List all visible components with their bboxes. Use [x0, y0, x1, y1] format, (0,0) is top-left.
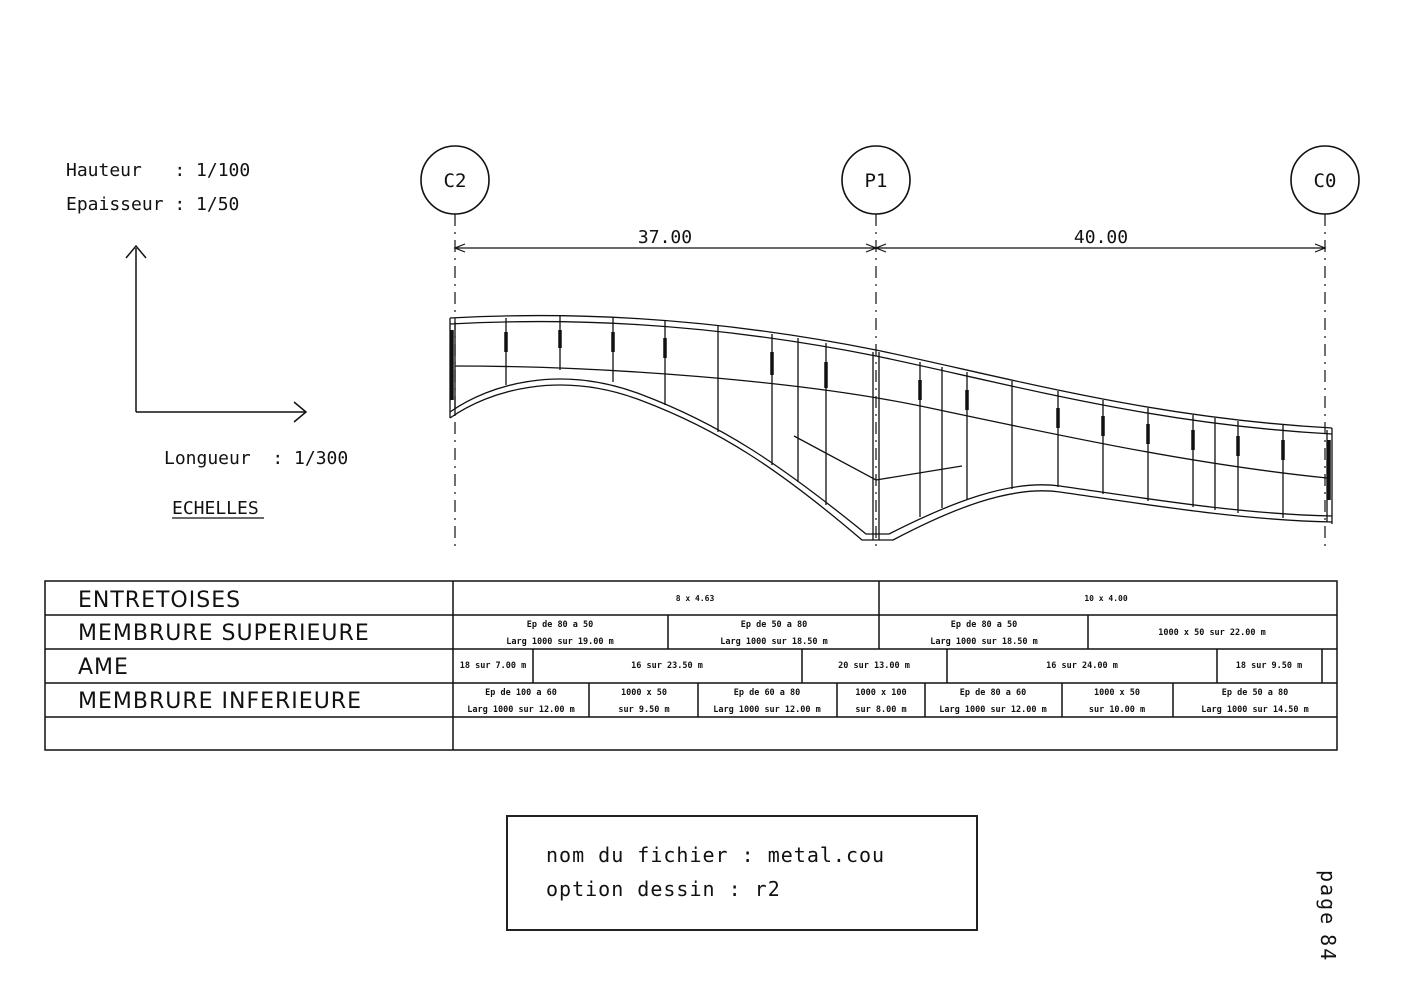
- ame-cell: 18 sur 9.50 m: [1235, 661, 1303, 671]
- membrure-sup-cell: Ep de 80 a 50: [950, 620, 1018, 630]
- ame-cell: 16 sur 23.50 m: [631, 661, 703, 671]
- scale-epaisseur: Epaisseur : 1/50: [66, 194, 240, 215]
- membrure-sup-cell: Larg 1000 sur 18.50 m: [720, 637, 828, 647]
- ame-cell: 20 sur 13.00 m: [838, 661, 910, 671]
- membrure-sup-cell: Larg 1000 sur 19.00 m: [506, 637, 614, 647]
- ame-cell: 16 sur 24.00 m: [1046, 661, 1118, 671]
- membrure-inf-cell: Larg 1000 sur 12.00 m: [467, 705, 575, 715]
- membrure-inf-cell: Ep de 60 a 80: [733, 688, 801, 698]
- span-dimension-lines: [455, 244, 1325, 252]
- entretoises-cell: 10 x 4.00: [1084, 594, 1128, 603]
- membrure-inf-cell: Ep de 50 a 80: [1221, 688, 1289, 698]
- support-label-c0: C0: [1313, 170, 1337, 192]
- scales-title: ECHELLES: [172, 498, 259, 519]
- membrure-inf-cell: Ep de 100 a 60: [485, 688, 557, 698]
- membrure-inf-cell: sur 9.50 m: [618, 705, 670, 715]
- ame-cell: 18 sur 7.00 m: [459, 661, 527, 671]
- row-header-ame: AME: [78, 655, 129, 680]
- file-info-box: [506, 815, 978, 931]
- support-markers: [421, 146, 1359, 214]
- membrure-sup-cell: Ep de 80 a 50: [526, 620, 594, 630]
- girder-elevation: [450, 316, 1332, 540]
- row-header-membrure-sup: MEMBRURE SUPERIEURE: [78, 621, 370, 646]
- row-header-membrure-inf: MEMBRURE INFERIEURE: [78, 689, 362, 714]
- draw-option-line: option dessin : r2: [546, 877, 781, 901]
- membrure-inf-cell: Larg 1000 sur 12.00 m: [713, 705, 821, 715]
- page-num: 84: [1316, 934, 1340, 963]
- support-label-c2: C2: [443, 170, 467, 192]
- span-length-2: 40.00: [1073, 227, 1129, 248]
- scale-hauteur: Hauteur : 1/100: [66, 160, 251, 181]
- membrure-sup-cell: 1000 x 50 sur 22.00 m: [1158, 628, 1266, 638]
- membrure-inf-cell: sur 10.00 m: [1088, 705, 1146, 715]
- scale-axes-arrows: [126, 246, 306, 422]
- membrure-sup-cell: Ep de 50 a 80: [740, 620, 808, 630]
- file-name-line: nom du fichier : metal.cou: [546, 843, 886, 867]
- membrure-inf-cell: 1000 x 50: [620, 688, 668, 698]
- membrure-inf-cell: 1000 x 50: [1093, 688, 1141, 698]
- support-label-p1: P1: [864, 170, 888, 192]
- row-header-entretoises: ENTRETOISES: [78, 588, 242, 613]
- membrure-inf-cell: Larg 1000 sur 14.50 m: [1201, 705, 1309, 715]
- membrure-inf-cell: Larg 1000 sur 12.00 m: [939, 705, 1047, 715]
- page-word: page: [1316, 870, 1340, 927]
- page-number: [1316, 870, 1340, 970]
- scale-longueur: Longueur : 1/300: [164, 448, 349, 469]
- membrure-sup-cell: Larg 1000 sur 18.50 m: [930, 637, 1038, 647]
- membrure-inf-cell: Ep de 80 a 60: [959, 688, 1027, 698]
- membrure-inf-cell: sur 8.00 m: [855, 705, 907, 715]
- entretoises-cell: 8 x 4.63: [675, 594, 715, 603]
- span-length-1: 37.00: [637, 227, 693, 248]
- membrure-inf-cell: 1000 x 100: [855, 688, 907, 698]
